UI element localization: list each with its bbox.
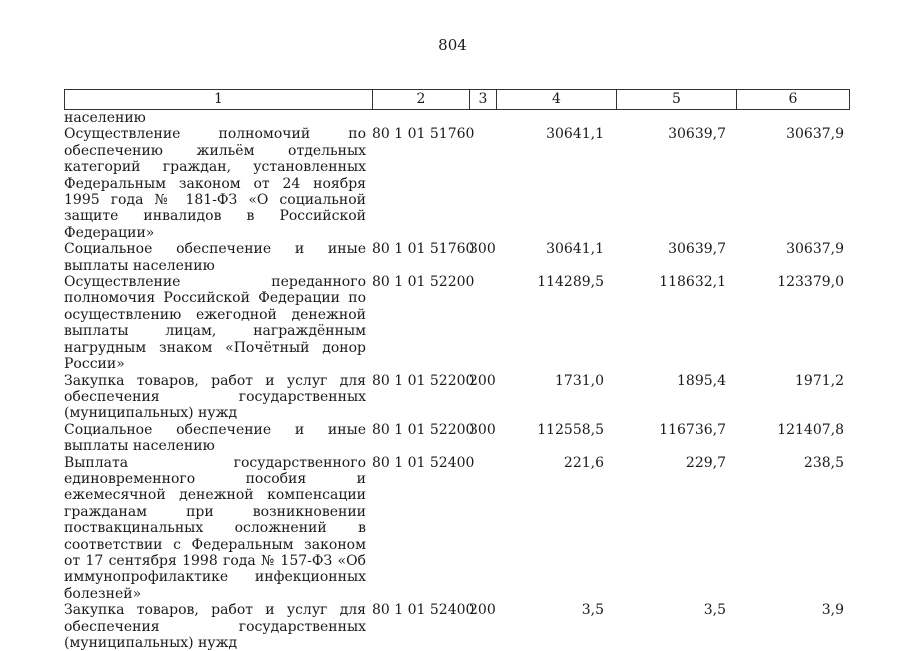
row-value-4: 114289,5 [537, 274, 604, 291]
row-code: 80 1 01 52200 [372, 274, 475, 291]
table-header [64, 89, 850, 110]
row-code: 80 1 01 51760 [372, 126, 475, 143]
row-value-4: 112558,5 [537, 421, 604, 438]
column-header-6: 6 [788, 91, 798, 107]
table-row [64, 241, 850, 274]
row-code: 80 1 01 52200 [372, 372, 475, 389]
row-description: Закупка товаров, работ и услуг для обеспечения государственных (муниципальных) нужд [64, 602, 366, 651]
table-row [64, 422, 850, 455]
page-number: 804 [438, 36, 467, 54]
row-value-5: 229,7 [685, 454, 726, 471]
table-body [64, 110, 850, 651]
row-description: Социальное обеспечение и иные выплаты населению [64, 241, 366, 274]
table-row [64, 110, 850, 126]
row-value-5: 3,5 [703, 602, 726, 619]
table-row [64, 126, 850, 241]
table-row [64, 373, 850, 422]
row-value-6: 30637,9 [786, 241, 844, 258]
row-value-5: 1895,4 [677, 372, 726, 389]
row-value-4: 30641,1 [546, 126, 604, 143]
column-header-2: 2 [373, 90, 470, 109]
row-description: Осуществление полномочий по обеспечению жильём отдельных категорий граждан, установленных Федеральным законом от 24 ноября 1995 года № 181-ФЗ «О социальной защите инвалидов в Российской Федерации» [64, 126, 366, 241]
row-description: Закупка товаров, работ и услуг для обеспечения государственных (муниципальных) нужд [64, 372, 366, 422]
table-row [64, 455, 850, 603]
column-header-3: 3 [470, 90, 497, 109]
row-value-5: 30639,7 [668, 126, 726, 143]
row-description: Выплата государственного единовременного пособия и ежемесячной денежной компенсации гражданам при возникновении поствакцинальных осложнений в соответствии с Федеральным законом от 17 сентября 1998 года № 157-ФЗ «Об иммунопрофилактике инфекционных болезней» [64, 454, 366, 602]
row-type: 200 [469, 602, 496, 619]
row-type: 200 [469, 372, 496, 389]
row-type: 300 [469, 241, 496, 258]
row-value-4: 221,6 [563, 454, 604, 471]
row-value-6: 121407,8 [777, 421, 844, 438]
table-row [64, 274, 850, 372]
row-value-6: 238,5 [803, 454, 844, 471]
row-description: Социальное обеспечение и иные выплаты населению [64, 421, 366, 455]
row-value-6: 3,9 [821, 602, 844, 619]
row-description: Осуществление переданного полномочия Российской Федерации по осуществлению ежегодной денежной выплаты лицам, награждённым нагрудным знаком «Почётный донор России» [64, 274, 366, 373]
row-type: 300 [469, 421, 496, 438]
row-value-6: 123379,0 [777, 274, 844, 291]
table-row [64, 602, 850, 651]
row-value-5: 118632,1 [659, 274, 726, 291]
row-code: 80 1 01 52200 [372, 421, 475, 438]
row-value-6: 30637,9 [786, 126, 844, 143]
row-value-4: 1731,0 [555, 372, 604, 389]
row-description: населению [64, 110, 146, 126]
row-code: 80 1 01 52400 [372, 602, 475, 619]
row-code: 80 1 01 52400 [372, 454, 475, 471]
row-value-4: 30641,1 [546, 241, 604, 258]
row-value-4: 3,5 [581, 602, 604, 619]
column-header-4: 4 [497, 90, 617, 109]
column-header-5: 5 [617, 90, 737, 109]
row-value-5: 116736,7 [659, 421, 726, 438]
row-code: 80 1 01 51760 [372, 241, 475, 258]
row-value-6: 1971,2 [795, 372, 844, 389]
column-header-1: 1 [65, 90, 373, 109]
row-value-5: 30639,7 [668, 241, 726, 258]
